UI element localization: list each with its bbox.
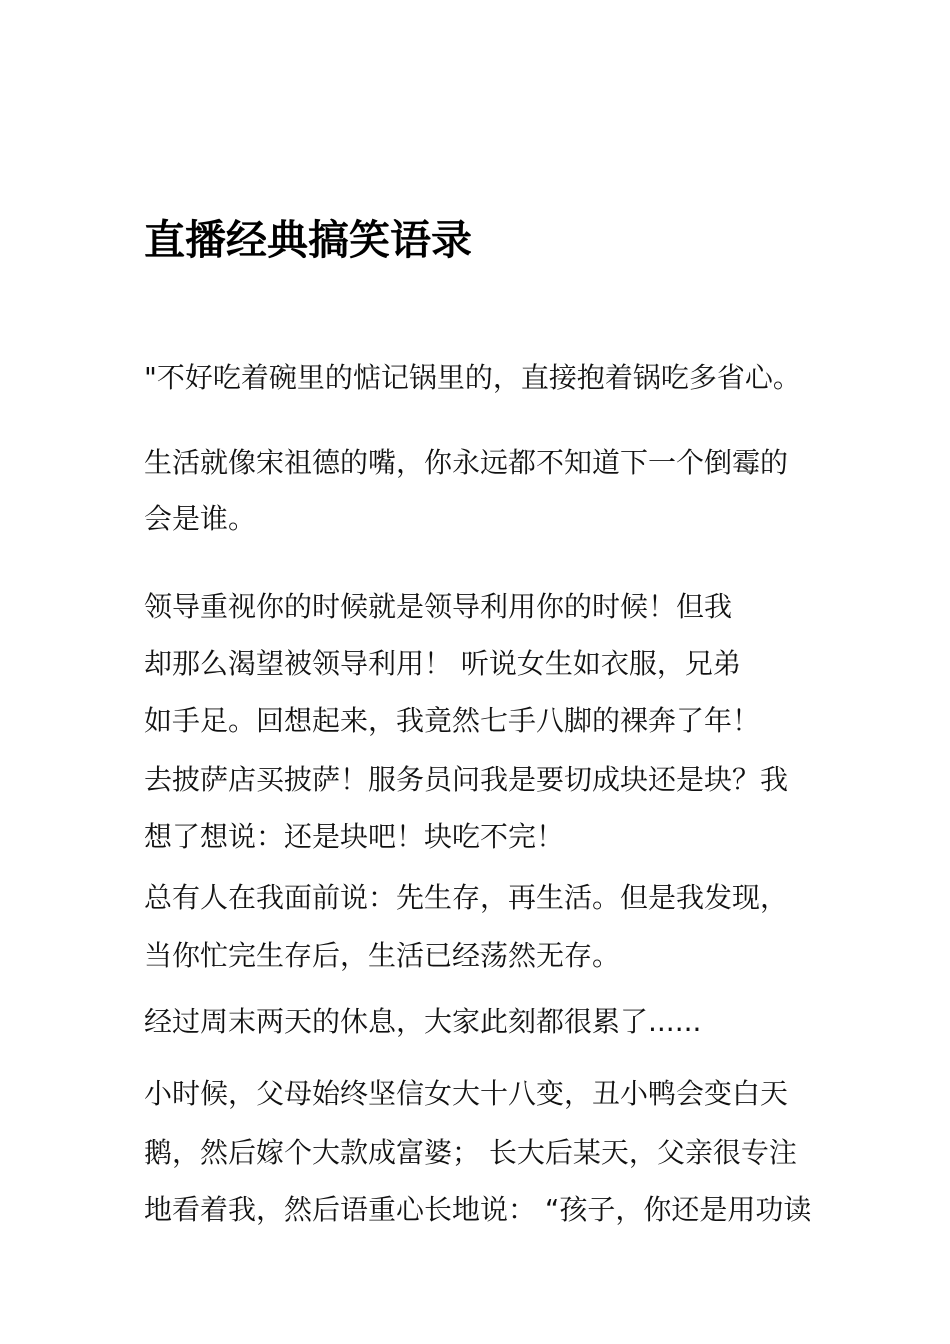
- text-line: 经过周末两天的休息，大家此刻都很累了......: [144, 1005, 702, 1038]
- text-line: 去披萨店买披萨！服务员问我是要切成块还是块？我: [144, 763, 789, 796]
- text-line: 生活就像宋祖德的嘴，你永远都不知道下一个倒霉的: [144, 446, 789, 479]
- text-line: 领导重视你的时候就是领导利用你的时候！但我: [144, 590, 733, 623]
- text-line: 当你忙完生存后，生活已经荡然无存。: [144, 939, 621, 972]
- text-line: 总有人在我面前说：先生存，再生活。但是我发现，: [144, 881, 789, 914]
- text-line: 小时候，父母始终坚信女大十八变，丑小鸭会变白天: [144, 1077, 789, 1110]
- text-line: 却那么渴望被领导利用！ 听说女生如衣服，兄弟: [144, 647, 741, 680]
- text-line: 鹅，然后嫁个大款成富婆； 长大后某天，父亲很专注: [144, 1136, 797, 1169]
- text-line: 想了想说：还是块吧！块吃不完！: [144, 820, 565, 853]
- text-line: 如手足。回想起来，我竟然七手八脚的裸奔了年！: [144, 704, 761, 737]
- text-line: "不好吃着碗里的惦记锅里的，直接抱着锅吃多省心。: [144, 361, 801, 394]
- document-title: 直播经典搞笑语录: [144, 216, 472, 264]
- text-line: 地看着我，然后语重心长地说： “孩子，你还是用功读: [144, 1193, 812, 1226]
- text-line: 会是谁。: [144, 502, 257, 535]
